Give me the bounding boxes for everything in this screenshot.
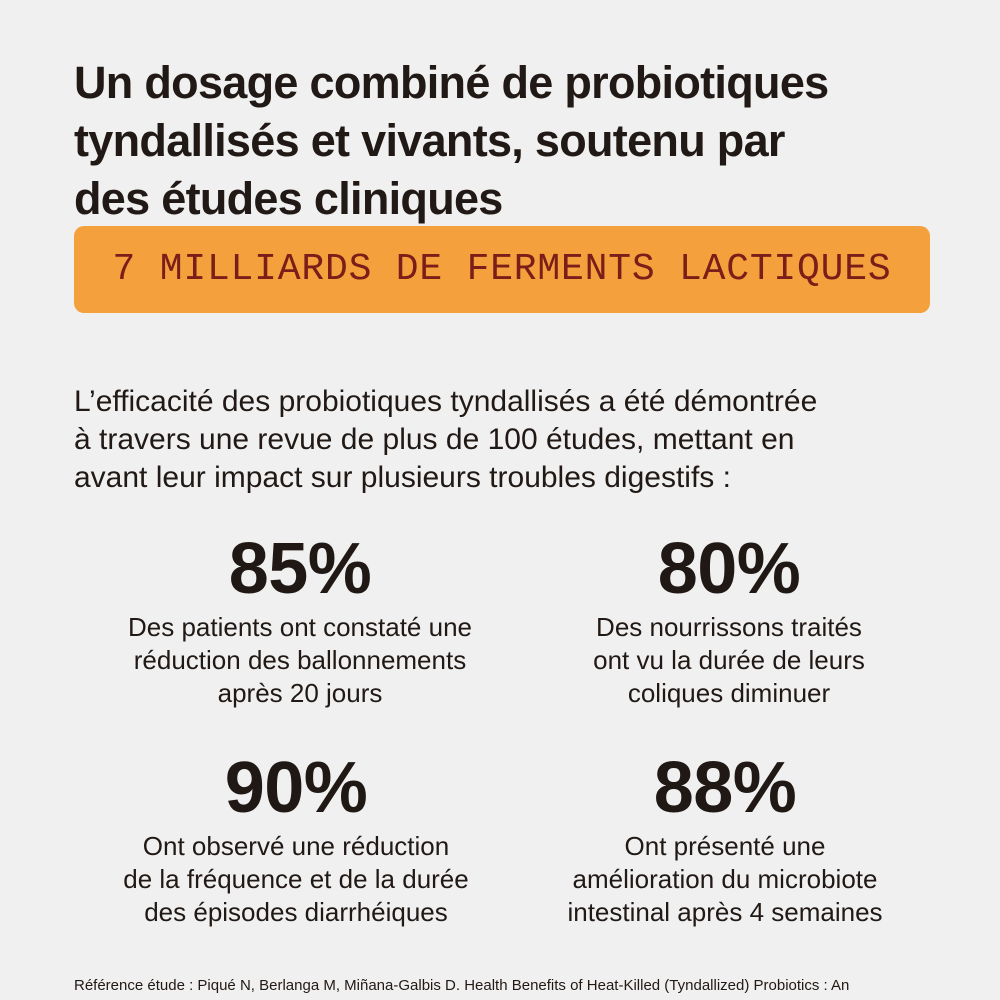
stat-description-line: après 20 jours: [217, 678, 383, 708]
stat-description-line: de la fréquence et de la durée: [123, 864, 469, 894]
intro-line: à travers une revue de plus de 100 études, mettant en: [74, 423, 795, 456]
ferments-banner-text: 7 MILLIARDS DE FERMENTS LACTIQUES: [112, 248, 892, 291]
intro-paragraph: [74, 383, 944, 497]
stat-description: [519, 611, 939, 710]
stat-description-line: réduction des ballonnements: [133, 645, 467, 675]
stat-value: 85%: [228, 529, 372, 609]
stat-description-line: ont vu la durée de leurs: [593, 645, 865, 675]
stat-value: 88%: [653, 748, 797, 828]
stat-description-line: amélioration du microbiote: [572, 864, 878, 894]
stat-colic: [519, 529, 939, 710]
intro-line: avant leur impact sur plusieurs troubles digestifs :: [74, 461, 731, 494]
ferments-banner: [74, 226, 930, 313]
stat-diarrhea: [86, 748, 506, 929]
stat-description: [90, 611, 510, 710]
stat-description-line: Ont observé une réduction: [142, 831, 450, 861]
study-reference: Référence étude : Piqué N, Berlanga M, Miñana-Galbis D. Health Benefits of Heat-Killed (Tyndallized) Probiotics : An: [74, 977, 850, 994]
stat-description-line: Ont présenté une: [624, 831, 826, 861]
stat-microbiota: [515, 748, 935, 929]
intro-line: L’efficacité des probiotiques tyndallisés a été démontrée: [74, 385, 818, 418]
title-line: Un dosage combiné de probiotiques: [74, 57, 829, 109]
stat-bloating: [90, 529, 510, 710]
title-line: des études cliniques: [74, 173, 503, 225]
stat-description: [515, 830, 935, 929]
stat-description-line: Des nourrissons traités: [596, 612, 862, 642]
title-line: tyndallisés et vivants, soutenu par: [74, 115, 785, 167]
stat-description-line: Des patients ont constaté une: [127, 612, 472, 642]
stat-description-line: coliques diminuer: [627, 678, 831, 708]
stat-description-line: des épisodes diarrhéiques: [144, 897, 448, 927]
stat-description: [86, 830, 506, 929]
stat-description-line: intestinal après 4 semaines: [567, 897, 883, 927]
page-title: [74, 54, 934, 228]
stat-value: 90%: [224, 748, 368, 828]
stat-value: 80%: [657, 529, 801, 609]
